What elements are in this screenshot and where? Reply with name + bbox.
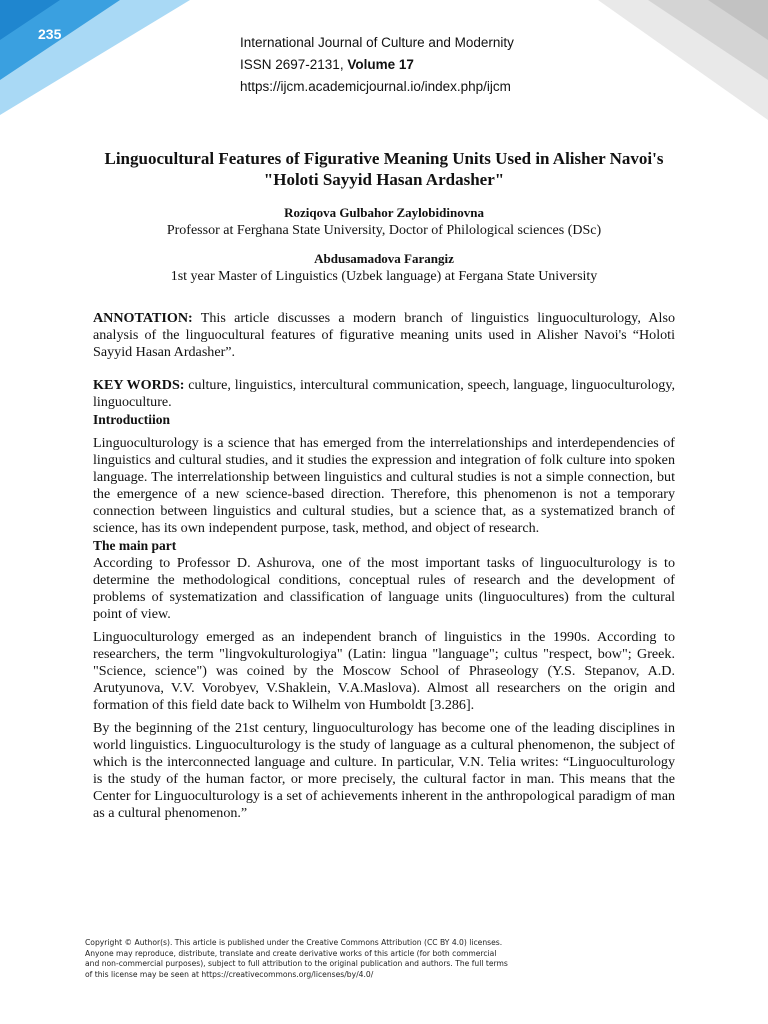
author-affiliation-2: 1st year Master of Linguistics (Uzbek language) at Fergana State University (170, 269, 598, 284)
paragraph-main-3: By the beginning of the 21st century, linguoculturology has become one of the leading disciplines in world linguistics. Linguoculturology is the study of language as a cultural phenomenon, the subject of which is the interconnected language and culture. In particular, V.N. Telia writes: “Linguoculturology is the study of the human factor, or more precisely, the cultural factor in man. This means that the Center for Linguoculturology is a set of achievements inherent in the anthropological paradigm of man as a cultural phenomenon.” (93, 720, 675, 821)
journal-url[interactable]: https://ijcm.academicjournal.io/index.php/ijcm (240, 79, 511, 94)
annotation-label: ANNOTATION: (93, 310, 193, 326)
paragraph-introduction: Linguoculturology is a science that has emerged from the interrelationships and interdependencies of linguistics and cultural studies, and it studies the expression and integration of folk culture into spoken language. The interrelationship between linguistics and cultural studies is not a simple connection, but the emergence of a new science-based direction. Therefore, this phenomenon is not a temporary connection between linguistics and cultural studies, but a science that, as a systematized branch of science, has its own independent purpose, task, method, and object of research. (93, 435, 675, 536)
keywords (93, 377, 675, 411)
journal-title: International Journal of Culture and Modernity (240, 35, 514, 50)
issn: ISSN 2697-2131, (240, 57, 348, 72)
keywords-label: KEY WORDS: (93, 377, 185, 393)
header-corner-decoration-right (598, 0, 768, 130)
article-title: Linguocultural Features of Figurative Meaning Units Used in Alisher Navoi's "Holoti Sayyid Hasan Ardasher" (104, 149, 664, 189)
article-body (93, 148, 675, 822)
author-name-2: Abdusamadova Farangiz (314, 251, 454, 266)
annotation (93, 310, 675, 361)
keywords-text: culture, linguistics, intercultural communication, speech, language, linguoculturology, linguoculture. (93, 377, 676, 410)
license-line: Anyone may reproduce, distribute, translate and create derivative works of this article (for both commercial (85, 948, 497, 958)
volume: Volume 17 (347, 57, 414, 72)
paragraph-main-2: Linguoculturology emerged as an independent branch of linguistics in the 1990s. According to researchers, the term "lingvokulturologiya" (Latin: lingua "language"; cultus "respect, bow"; Greek. "Science, science") was coined by the Moscow School of Phraseology (Y.S. Stepanov, A.D. Arutyunova, V.V. Vorobyev, V.Shaklein, V.A.Maslova). Almost all researchers on the origin and formation of this field date back to Wilhelm von Humboldt [3.286]. (93, 629, 675, 713)
issn-line (240, 54, 514, 76)
paragraph-main-1: According to Professor D. Ashurova, one of the most important tasks of linguoculturology is to determine the methodological conditions, conceptual rules of research and the development of problems of systematization and classification of language units (linguocultures) from the cultural point of view. (93, 555, 675, 622)
author-affiliation-1: Professor at Ferghana State University, Doctor of Philological sciences (DSc) (166, 223, 602, 238)
section-heading-introduction: Introductiion (93, 412, 171, 427)
license-line: Copyright © Author(s). This article is published under the Creative Commons Attribution (CC BY 4.0) licenses. (85, 938, 503, 947)
journal-header (240, 32, 514, 98)
section-heading-main-part: The main part (93, 538, 177, 553)
annotation-text: This article discusses a modern branch of linguistics linguoculturology, Also analysis of the linguocultural features of figurative meaning units used in Alisher Navoi's “Holoti Sayyid Hasan Ardasher”. (93, 310, 675, 360)
license-line: of this license may be seen at https://creativecommons.org/licenses/by/4.0/ (85, 969, 374, 979)
author-name-1: Roziqova Gulbahor Zaylobidinovna (284, 205, 484, 220)
header-corner-decoration-left (0, 0, 200, 130)
license-line: and non-commercial purposes), subject to full attribution to the original publication and authors. The full terms (85, 959, 508, 968)
license-footer (85, 938, 625, 980)
page-number: 235 (38, 26, 62, 42)
